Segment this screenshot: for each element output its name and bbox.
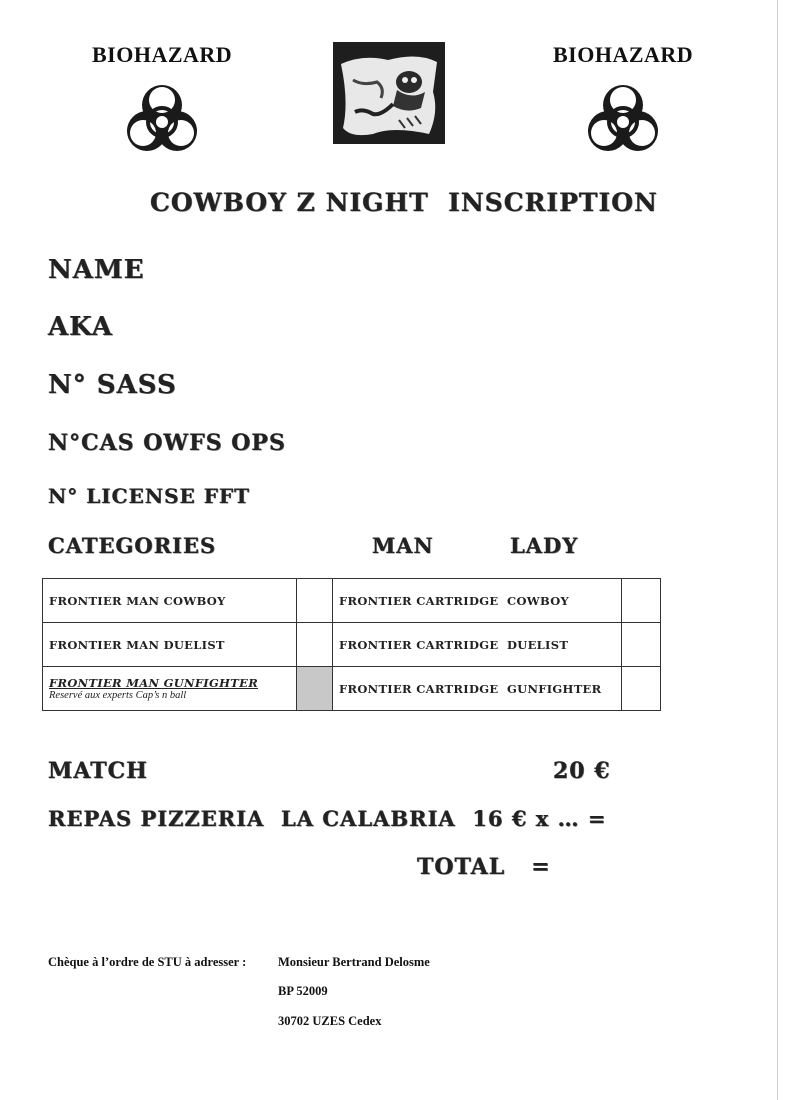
scan-edge-line [777, 0, 778, 1100]
license-fft-label: N° LICENSE FFT [48, 484, 251, 508]
meal-line: REPAS PIZZERIA LA CALABRIA 16 € x … = [48, 806, 607, 831]
biohazard-icon-left [112, 72, 212, 172]
category-frontier-man-duelist: FRONTIER MAN DUELIST [43, 623, 297, 667]
category-frontier-cartridge-gunfighter: FRONTIER CARTRIDGE GUNFIGHTER [333, 667, 622, 711]
gunfighter-note: Reservé aux experts Cap’s n ball [49, 690, 187, 701]
man-column-label: MAN [372, 533, 434, 558]
category-frontier-man-gunfighter [43, 667, 297, 711]
category-frontier-cartridge-duelist: FRONTIER CARTRIDGE DUELIST [333, 623, 622, 667]
checkbox-frontier-man-duelist[interactable] [297, 623, 333, 667]
biohazard-label-right: BIOHAZARD [553, 42, 694, 67]
categories-label: CATEGORIES [48, 533, 217, 558]
match-label: MATCH [48, 758, 148, 784]
categories-table [42, 578, 661, 711]
cheque-instruction: Chèque à l’ordre de STU à adresser : [48, 955, 247, 969]
category-frontier-cartridge-cowboy: FRONTIER CARTRIDGE COWBOY [333, 579, 622, 623]
table-row [43, 579, 661, 623]
checkbox-frontier-cartridge-duelist[interactable] [622, 623, 661, 667]
checkbox-frontier-man-gunfighter-disabled [297, 667, 333, 711]
sass-number-label: N° SASS [48, 370, 177, 400]
checkbox-frontier-cartridge-gunfighter[interactable] [622, 667, 661, 711]
table-row [43, 667, 661, 711]
zombie-illustration [333, 42, 445, 144]
match-price: 20 € [553, 758, 611, 784]
cas-owfs-ops-label: N°CAS OWFS OPS [48, 430, 286, 456]
page-title: COWBOY Z NIGHT INSCRIPTION [150, 188, 658, 217]
table-row [43, 623, 661, 667]
po-box: BP 52009 [278, 984, 328, 998]
postal-city: 30702 UZES Cedex [278, 1014, 382, 1028]
aka-label: AKA [48, 312, 113, 342]
category-frontier-man-cowboy: FRONTIER MAN COWBOY [43, 579, 297, 623]
gunfighter-title: FRONTIER MAN GUNFIGHTER [49, 676, 259, 690]
name-label: NAME [48, 255, 145, 285]
total-line: TOTAL = [417, 854, 551, 880]
lady-column-label: LADY [510, 533, 579, 558]
recipient-name: Monsieur Bertrand Delosme [278, 955, 430, 969]
checkbox-frontier-cartridge-cowboy[interactable] [622, 579, 661, 623]
biohazard-label-left: BIOHAZARD [92, 42, 233, 67]
checkbox-frontier-man-cowboy[interactable] [297, 579, 333, 623]
biohazard-icon-right [573, 72, 673, 172]
